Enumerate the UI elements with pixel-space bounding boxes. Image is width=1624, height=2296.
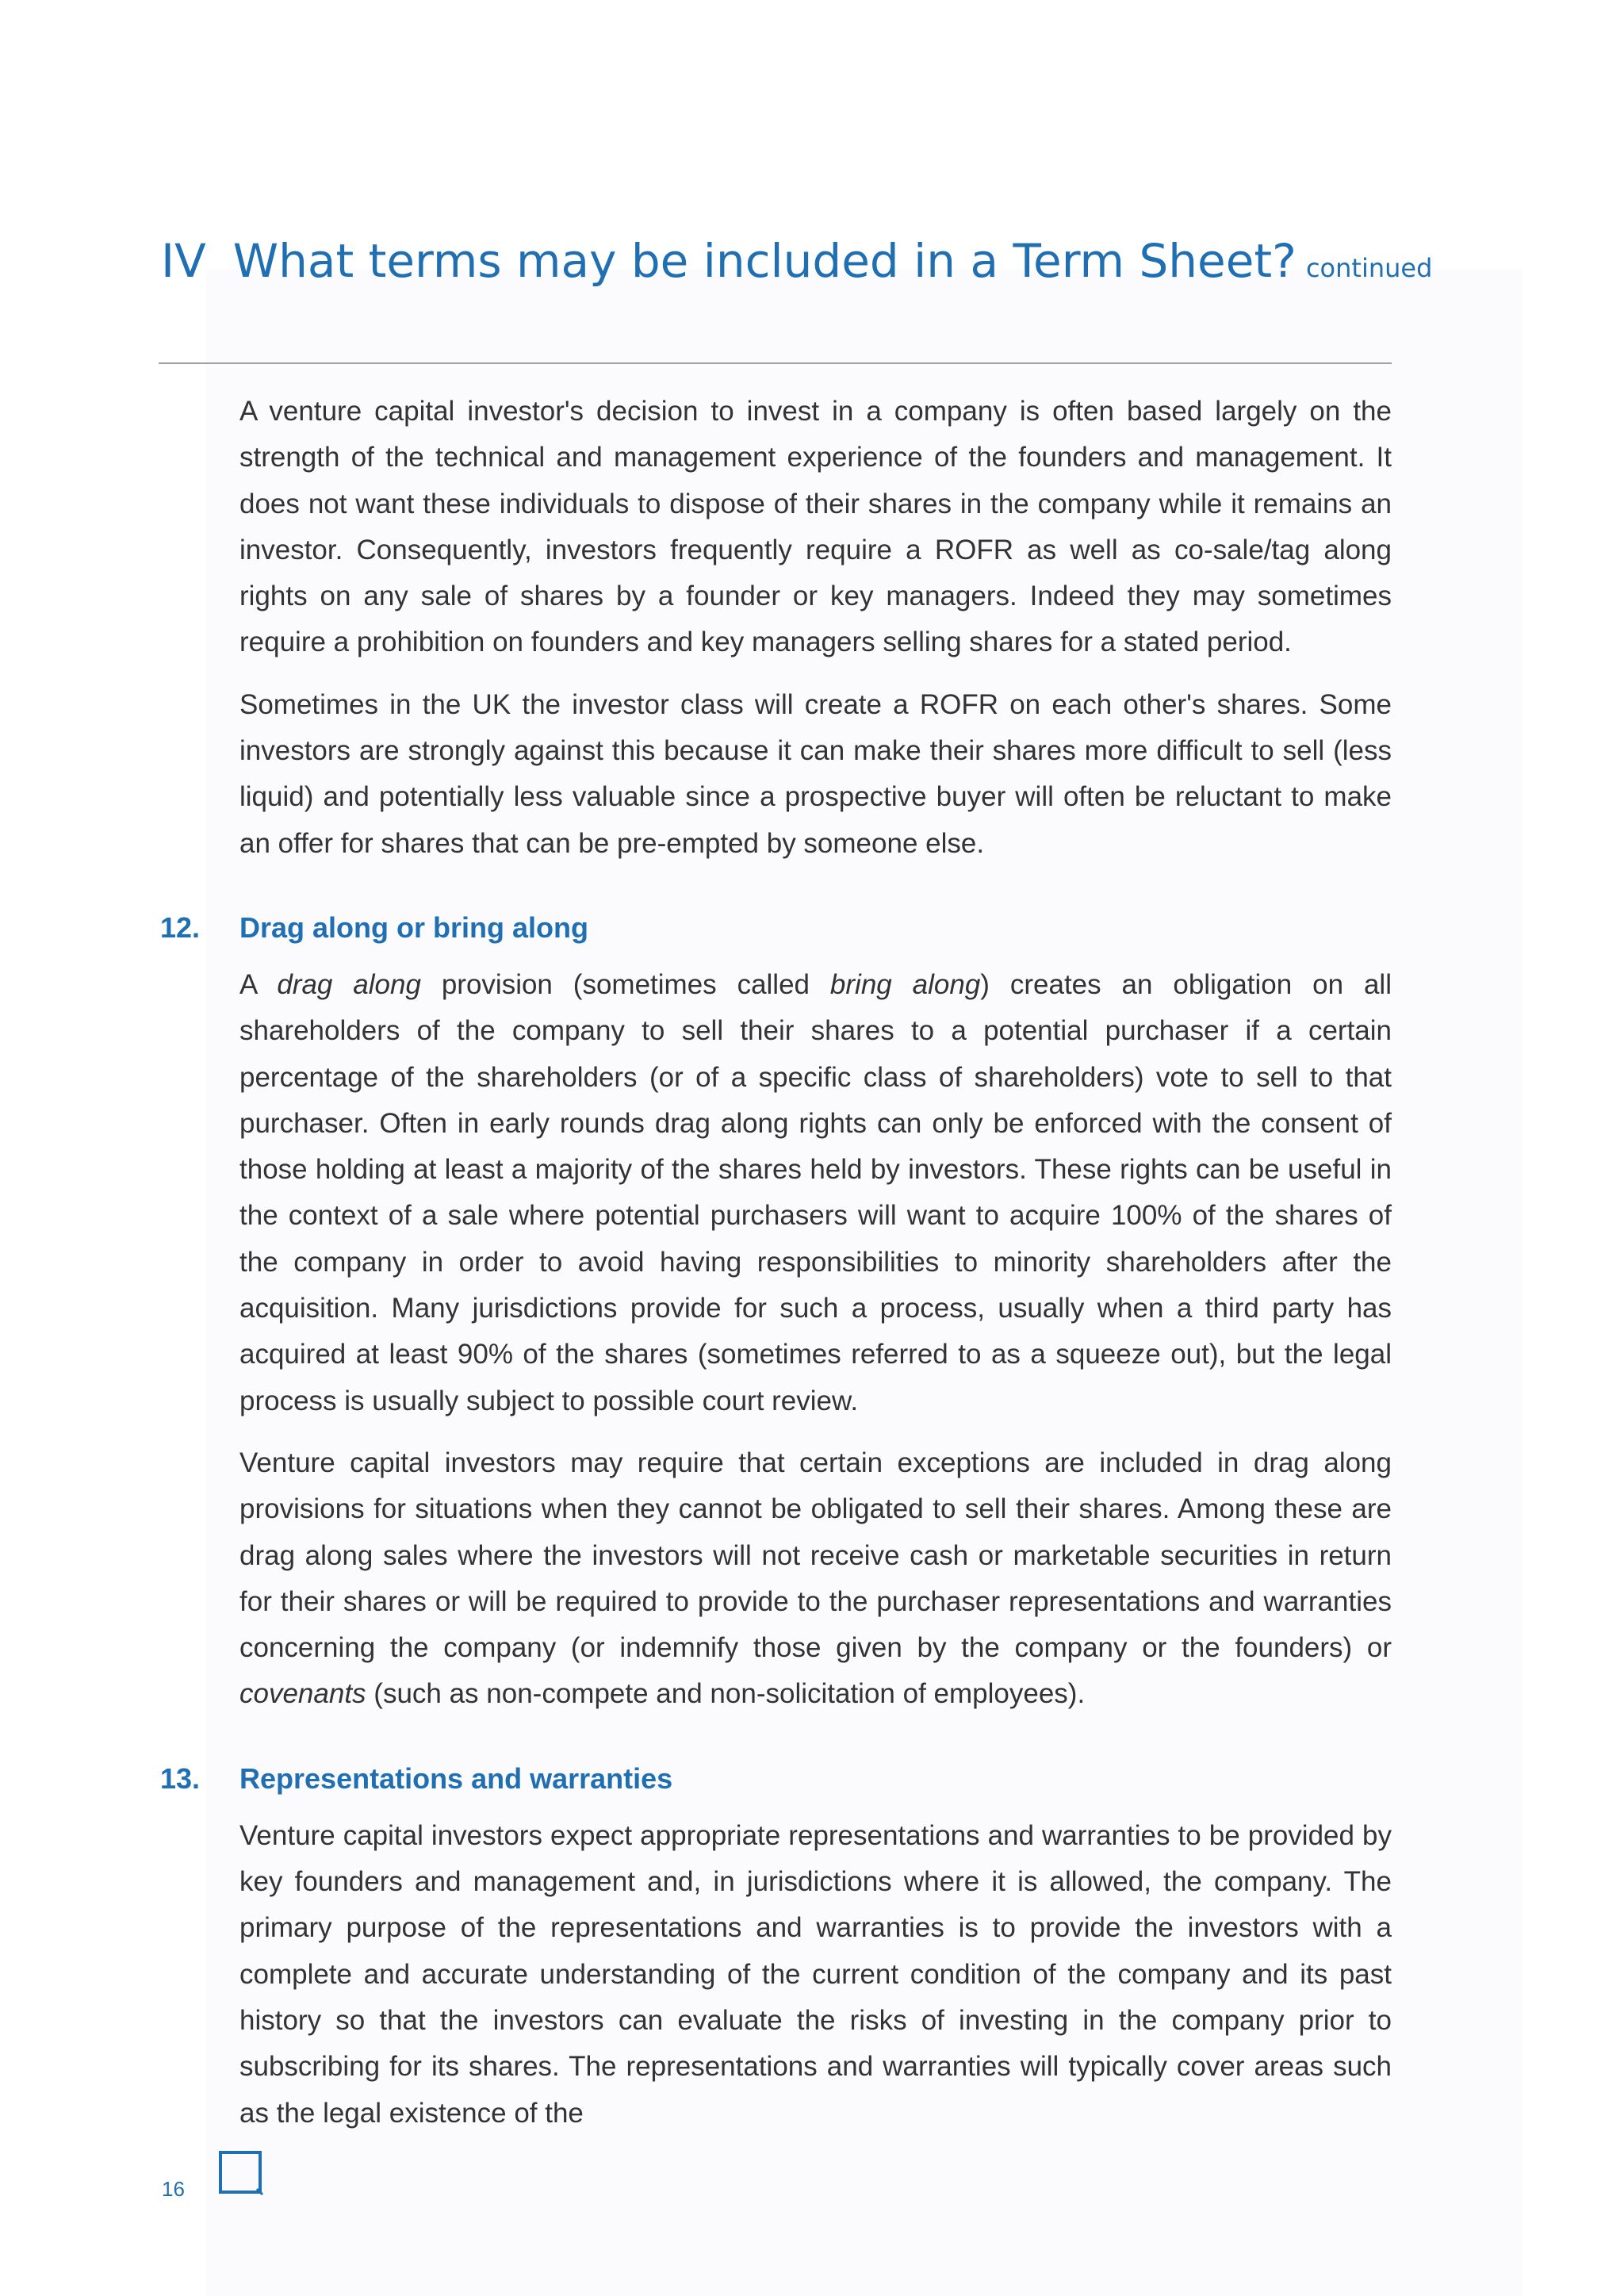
intro-paragraph-2: Sometimes in the UK the investor class will create a ROFR on each other's shares. Some investors are strongly against this because it can make their shares more difficult to sell (less liquid) and potentially less valuable since a prospective buyer will often be reluctant to make an offer for shares that can be pre-empted by someone else. — [239, 688, 1392, 859]
intro-paragraph-1: A venture capital investor's decision to invest in a company is often based largely on the strength of the technical and management experience of the founders and management. It does not want these individuals to dispose of their shares in the company while it remains an investor. Consequently, investors frequently require a ROFR as well as co-sale/tag along rights on any sale of shares by a founder or key managers. Indeed they may sometimes require a prohibition on founders and key managers selling shares for a stated period. — [239, 396, 1392, 658]
section-number: 12. — [160, 910, 201, 944]
page-number: 16 — [162, 2177, 185, 2201]
square-logo-icon — [219, 2151, 263, 2195]
title-divider — [159, 362, 1392, 364]
section-heading: Representations and warranties — [239, 1761, 673, 1795]
section-13 — [159, 1756, 1392, 2137]
section-paragraph: Venture capital investors may require that certain exceptions are included in drag along provisions for situations when they cannot be obligated to sell their shares. Among these are drag along sales where the investors will not receive cash or marketable securities in return for their shares or will be required to provide to the purchaser representations and warranties concerning the company (or indemnify those given by the company or the founders) or covenants (such as non-compete and non-solicitation of employees). — [239, 1447, 1392, 1710]
section-paragraph: A drag along provision (sometimes called bring along) creates an obligation on all shareholders of the company to sell their shares to a potential purchaser if a certain percentage of the shareholders (or of a specific class of shareholders) vote to sell to that purchaser. Often in early rounds drag along rights can only be enforced with the consent of those holding at least a majority of the shares held by investors. These rights can be useful in the context of a sale where potential purchasers will want to acquire 100% of the shares of the company in order to avoid having responsibilities to minority shareholders after the acquisition. Many jurisdictions provide for such a process, usually when a third party has acquired at least 90% of the shares (sometimes referred to as a squeeze out), but the legal process is usually subject to possible court review. — [239, 968, 1392, 1416]
section-roman-numeral: IV — [161, 234, 206, 288]
continued-label: continued — [1305, 253, 1433, 283]
section-number: 13. — [160, 1761, 201, 1795]
body-content — [159, 389, 1392, 2152]
section-12 — [159, 905, 1392, 1718]
title-text: What terms may be included in a Term Sheet? — [232, 234, 1297, 288]
section-paragraph: Venture capital investors expect appropriate representations and warranties to be provided by key founders and management and, in jurisdictions where it is allowed, the company. The primary purpose of the representations and warranties is to provide the investors with a complete and accurate understanding of the current condition of the company and its past history so that the investors can evaluate the risks of investing in the company prior to subscribing for its shares. The representations and warranties will typically cover areas such as the legal existence of the — [239, 1819, 1392, 2129]
section-heading: Drag along or bring along — [239, 910, 588, 944]
page-title — [161, 234, 1432, 289]
